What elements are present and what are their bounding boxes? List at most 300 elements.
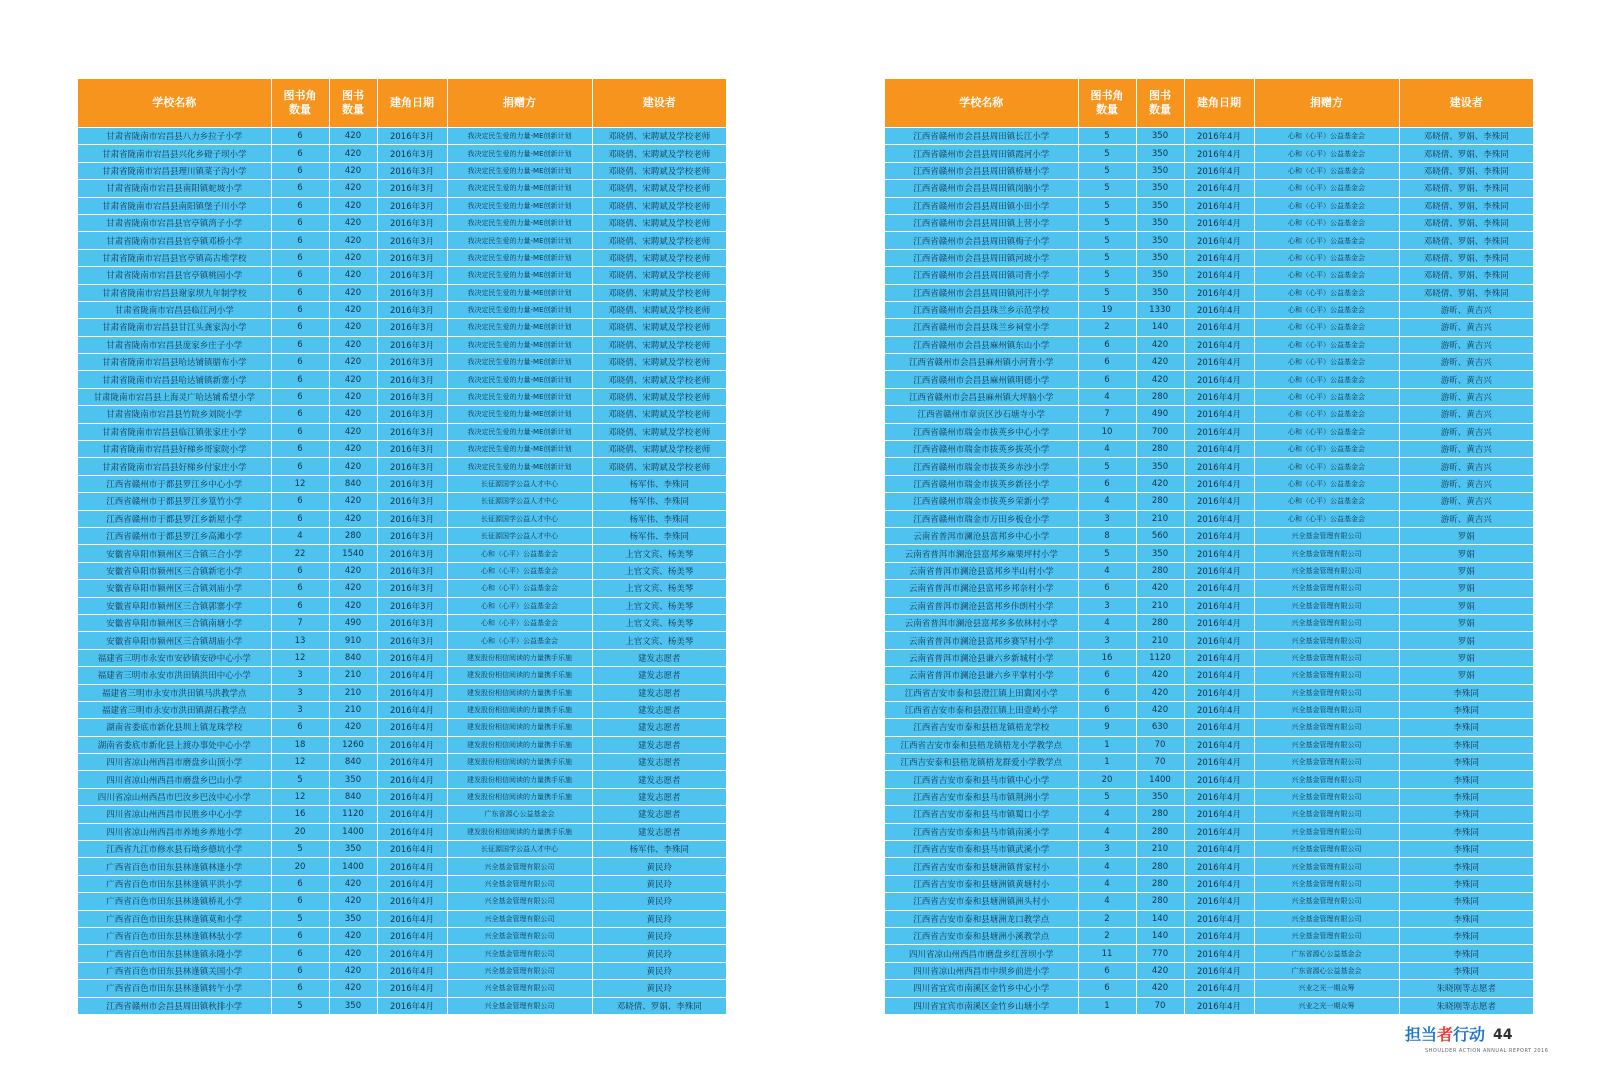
cell-corner-count: 6 <box>271 423 329 440</box>
cell-school-name: 江西省赣州市会昌县麻州镇东山小学 <box>885 336 1078 353</box>
cell-donor: 心和（心平）公益基金会 <box>447 614 592 631</box>
cell-book-count: 420 <box>1136 684 1184 701</box>
cell-corner-count: 5 <box>1078 128 1136 145</box>
cell-build-date: 2016年3月 <box>377 597 447 614</box>
cell-builder: 邓晓倩、罗娟、李殊同 <box>1399 249 1533 266</box>
logo-text-2: 者 <box>1437 1025 1454 1044</box>
cell-book-count: 140 <box>1136 319 1184 336</box>
cell-corner-count: 3 <box>271 684 329 701</box>
cell-build-date: 2016年4月 <box>377 875 447 892</box>
cell-build-date: 2016年4月 <box>377 893 447 910</box>
cell-corner-count: 5 <box>1078 162 1136 179</box>
cell-corner-count: 20 <box>1078 771 1136 788</box>
table-row <box>885 493 1533 510</box>
cell-school-name: 江西省吉安市泰和县马市镇武溪小学 <box>885 841 1078 858</box>
cell-book-count: 420 <box>329 197 377 214</box>
cell-corner-count: 6 <box>271 893 329 910</box>
cell-donor: 心和（心平）公益基金会 <box>447 597 592 614</box>
cell-build-date: 2016年4月 <box>1184 267 1254 284</box>
cell-builder: 邓晓倩、宋聘斌及学校老师 <box>592 354 726 371</box>
cell-corner-count: 6 <box>271 927 329 944</box>
cell-school-name: 江西省赣州市瑞金市拔英乡拔英小学 <box>885 441 1078 458</box>
cell-builder: 游昕、黄吉兴 <box>1399 441 1533 458</box>
cell-builder: 建发志愿者 <box>592 736 726 753</box>
cell-donor: 兴全基金管理有限公司 <box>447 962 592 979</box>
table-row <box>78 319 726 336</box>
cell-book-count: 840 <box>329 754 377 771</box>
table-row <box>885 823 1533 840</box>
cell-book-count: 420 <box>329 249 377 266</box>
cell-corner-count: 5 <box>1078 458 1136 475</box>
table-row <box>78 354 726 371</box>
cell-donor: 兴全基金管理有限公司 <box>1254 841 1399 858</box>
cell-book-count: 420 <box>329 267 377 284</box>
cell-book-count: 420 <box>329 284 377 301</box>
cell-school-name: 福建省三明市永安市洪田镇湖石教学点 <box>78 701 271 718</box>
cell-builder: 上官文宾、杨美琴 <box>592 597 726 614</box>
cell-build-date: 2016年3月 <box>377 319 447 336</box>
cell-book-count: 210 <box>329 701 377 718</box>
cell-build-date: 2016年4月 <box>1184 388 1254 405</box>
cell-book-count: 420 <box>329 875 377 892</box>
cell-book-count: 1120 <box>329 806 377 823</box>
cell-donor: 心和（心平）公益基金会 <box>1254 319 1399 336</box>
cell-builder: 杨军伟、李殊同 <box>592 527 726 544</box>
table-right-header <box>885 79 1533 128</box>
cell-school-name: 甘肃省陇南市宕昌县官亭镇高古堆学校 <box>78 249 271 266</box>
table-row <box>885 736 1533 753</box>
table-row <box>78 858 726 875</box>
cell-school-name: 广西省百色市田东县林逢镇转午小学 <box>78 980 271 997</box>
table-row <box>78 841 726 858</box>
cell-school-name: 福建省三明市永安市洪田镇洪田中心小学 <box>78 667 271 684</box>
cell-book-count: 350 <box>1136 284 1184 301</box>
cell-build-date: 2016年4月 <box>1184 736 1254 753</box>
cell-builder: 邓晓倩、罗娟、李殊同 <box>1399 267 1533 284</box>
cell-school-name: 广西省百色市田东县林逢镇桥礼小学 <box>78 893 271 910</box>
cell-donor: 建发股份相信阅读的力量携手乐施 <box>447 649 592 666</box>
cell-school-name: 甘肃省陇南市宕昌县甘江头龚家沟小学 <box>78 319 271 336</box>
cell-build-date: 2016年3月 <box>377 475 447 492</box>
table-row <box>78 788 726 805</box>
cell-donor: 心和（心平）公益基金会 <box>1254 145 1399 162</box>
cell-corner-count: 6 <box>1078 475 1136 492</box>
cell-donor: 我决定民生爱的力量-ME创新计划 <box>447 423 592 440</box>
table-left <box>78 79 726 1014</box>
cell-builder: 游昕、黄吉兴 <box>1399 458 1533 475</box>
cell-corner-count: 3 <box>271 701 329 718</box>
cell-builder: 建发志愿者 <box>592 806 726 823</box>
cell-build-date: 2016年3月 <box>377 388 447 405</box>
cell-book-count: 210 <box>1136 597 1184 614</box>
cell-corner-count: 6 <box>1078 980 1136 997</box>
cell-school-name: 甘肃省陇南市宕昌县哈达铺镇新寨小学 <box>78 371 271 388</box>
cell-build-date: 2016年4月 <box>377 841 447 858</box>
cell-book-count: 210 <box>1136 632 1184 649</box>
cell-build-date: 2016年3月 <box>377 493 447 510</box>
cell-donor: 我决定民生爱的力量-ME创新计划 <box>447 249 592 266</box>
cell-corner-count: 4 <box>1078 875 1136 892</box>
table-row <box>78 441 726 458</box>
cell-donor: 兴全基金管理有限公司 <box>1254 632 1399 649</box>
cell-build-date: 2016年4月 <box>377 736 447 753</box>
cell-builder: 朱晓刚等志愿者 <box>1399 980 1533 997</box>
cell-corner-count: 6 <box>1078 354 1136 371</box>
cell-corner-count: 1 <box>1078 997 1136 1014</box>
cell-school-name: 甘肃省陇南市宕昌县官亭镇桃园小学 <box>78 267 271 284</box>
cell-school-name: 江西省吉安市泰和县塘洲镇黄塘村小 <box>885 875 1078 892</box>
cell-book-count: 910 <box>329 632 377 649</box>
cell-corner-count: 6 <box>1078 371 1136 388</box>
cell-corner-count: 12 <box>271 788 329 805</box>
header-corner-count: 图书角 数量 <box>1078 79 1136 128</box>
cell-donor: 长征源国学公益人才中心 <box>447 527 592 544</box>
cell-donor: 我决定民生爱的力量-ME创新计划 <box>447 458 592 475</box>
cell-book-count: 1540 <box>329 545 377 562</box>
cell-school-name: 江西省赣州市于都县罗江乡中心小学 <box>78 475 271 492</box>
cell-school-name: 江西省吉安市泰和县塘洲小溪教学点 <box>885 927 1078 944</box>
table-row <box>885 580 1533 597</box>
cell-build-date: 2016年4月 <box>1184 527 1254 544</box>
cell-builder: 邓晓倩、宋聘斌及学校老师 <box>592 458 726 475</box>
cell-builder: 上官文宾、杨美琴 <box>592 614 726 631</box>
cell-corner-count: 6 <box>271 162 329 179</box>
cell-build-date: 2016年3月 <box>377 614 447 631</box>
cell-corner-count: 9 <box>1078 719 1136 736</box>
cell-school-name: 江西省吉安市泰和县梧龙镇梧龙小学教学点 <box>885 736 1078 753</box>
cell-school-name: 云南省普洱市澜沧县富邦乡佧朗村小学 <box>885 597 1078 614</box>
cell-build-date: 2016年3月 <box>377 162 447 179</box>
cell-corner-count: 6 <box>271 249 329 266</box>
cell-school-name: 江西省赣州市于都县罗江乡新屋小学 <box>78 510 271 527</box>
cell-corner-count: 6 <box>1078 684 1136 701</box>
cell-donor: 兴全基金管理有限公司 <box>1254 545 1399 562</box>
cell-corner-count: 4 <box>1078 806 1136 823</box>
cell-build-date: 2016年4月 <box>377 858 447 875</box>
cell-builder: 建发志愿者 <box>592 754 726 771</box>
table-row <box>78 458 726 475</box>
cell-builder: 游昕、黄吉兴 <box>1399 336 1533 353</box>
cell-donor: 心和（心平）公益基金会 <box>1254 510 1399 527</box>
cell-school-name: 安徽省阜阳市颍州区三合镇郭寨小学 <box>78 597 271 614</box>
cell-builder: 邓晓倩、宋聘斌及学校老师 <box>592 406 726 423</box>
cell-donor: 广东省源心公益基金会 <box>1254 962 1399 979</box>
cell-school-name: 甘肃省陇南市宕昌县官亭镇邓桥小学 <box>78 232 271 249</box>
cell-builder: 杨军伟、李殊同 <box>592 841 726 858</box>
cell-build-date: 2016年4月 <box>377 823 447 840</box>
cell-donor: 兴全基金管理有限公司 <box>1254 562 1399 579</box>
table-row <box>78 597 726 614</box>
cell-book-count: 280 <box>1136 441 1184 458</box>
cell-build-date: 2016年4月 <box>377 771 447 788</box>
cell-corner-count: 16 <box>1078 649 1136 666</box>
table-row <box>885 267 1533 284</box>
cell-donor: 兴全基金管理有限公司 <box>1254 893 1399 910</box>
cell-book-count: 1260 <box>329 736 377 753</box>
cell-school-name: 甘肃省陇南市宕昌县临江河小学 <box>78 301 271 318</box>
cell-donor: 我决定民生爱的力量-ME创新计划 <box>447 406 592 423</box>
cell-builder: 建发志愿者 <box>592 684 726 701</box>
cell-build-date: 2016年4月 <box>1184 962 1254 979</box>
table-row <box>78 510 726 527</box>
table-row <box>885 301 1533 318</box>
cell-corner-count: 6 <box>1078 667 1136 684</box>
table-row <box>885 667 1533 684</box>
cell-builder: 邓晓倩、宋聘斌及学校老师 <box>592 267 726 284</box>
cell-school-name: 四川省凉山州西昌市磨盘乡山顶小学 <box>78 754 271 771</box>
cell-school-name: 江西省吉安市泰和县马市镇蜀口小学 <box>885 806 1078 823</box>
cell-builder: 黄民玲 <box>592 927 726 944</box>
cell-donor: 兴全基金管理有限公司 <box>447 927 592 944</box>
cell-donor: 我决定民生爱的力量-ME创新计划 <box>447 441 592 458</box>
table-row <box>885 388 1533 405</box>
table-left-header <box>78 79 726 128</box>
cell-donor: 长征源国学公益人才中心 <box>447 475 592 492</box>
table-row <box>78 214 726 231</box>
cell-builder: 李殊同 <box>1399 684 1533 701</box>
table-row <box>78 719 726 736</box>
cell-book-count: 420 <box>329 354 377 371</box>
cell-corner-count: 4 <box>1078 441 1136 458</box>
cell-school-name: 江西省赣州市于都县罗江乡篁竹小学 <box>78 493 271 510</box>
cell-book-count: 1400 <box>329 858 377 875</box>
cell-corner-count: 5 <box>271 997 329 1014</box>
cell-builder: 罗娟 <box>1399 614 1533 631</box>
cell-school-name: 湖南省娄底市新化县圳上镇龙珠学校 <box>78 719 271 736</box>
cell-corner-count: 4 <box>1078 893 1136 910</box>
cell-school-name: 云南省普洱市澜沧县富邦乡邦奈村小学 <box>885 580 1078 597</box>
cell-school-name: 江西省吉安市泰和县塘洲镇普家村小 <box>885 858 1078 875</box>
cell-book-count: 490 <box>329 614 377 631</box>
cell-donor: 心和（心平）公益基金会 <box>447 580 592 597</box>
table-row <box>78 580 726 597</box>
cell-school-name: 甘肃省陇南市宕昌县官亭镇湾子小学 <box>78 214 271 231</box>
cell-corner-count: 6 <box>1078 701 1136 718</box>
cell-build-date: 2016年3月 <box>377 371 447 388</box>
table-row <box>78 893 726 910</box>
cell-book-count: 1120 <box>1136 649 1184 666</box>
cell-book-count: 420 <box>329 232 377 249</box>
table-row <box>885 214 1533 231</box>
cell-book-count: 420 <box>329 945 377 962</box>
cell-book-count: 140 <box>1136 910 1184 927</box>
cell-builder: 邓晓倩、宋聘斌及学校老师 <box>592 441 726 458</box>
header-builder: 建设者 <box>1399 79 1533 128</box>
cell-school-name: 江西省赣州市会昌县周田镇岗脑小学 <box>885 180 1078 197</box>
cell-builder: 罗娟 <box>1399 649 1533 666</box>
cell-book-count: 350 <box>1136 249 1184 266</box>
cell-donor: 心和（心平）公益基金会 <box>1254 267 1399 284</box>
cell-corner-count: 6 <box>271 510 329 527</box>
cell-school-name: 甘肃省陇南市宕昌县庞家乡庄子小学 <box>78 336 271 353</box>
cell-builder: 罗娟 <box>1399 562 1533 579</box>
cell-build-date: 2016年4月 <box>1184 458 1254 475</box>
logo-text-1: 担当 <box>1405 1025 1438 1044</box>
cell-corner-count: 6 <box>271 458 329 475</box>
header-build-date: 建角日期 <box>1184 79 1254 128</box>
cell-corner-count: 7 <box>1078 406 1136 423</box>
page-number: 44 <box>1493 1027 1513 1043</box>
header-donor: 捐赠方 <box>447 79 592 128</box>
cell-donor: 兴全基金管理有限公司 <box>447 997 592 1014</box>
cell-builder: 游昕、黄吉兴 <box>1399 319 1533 336</box>
cell-builder: 黄民玲 <box>592 875 726 892</box>
header-school-name: 学校名称 <box>885 79 1078 128</box>
cell-school-name: 甘肃省陇南市宕昌县好梯乡哥家院小学 <box>78 441 271 458</box>
cell-book-count: 350 <box>1136 162 1184 179</box>
cell-corner-count: 4 <box>1078 388 1136 405</box>
cell-book-count: 420 <box>329 406 377 423</box>
table-row <box>885 893 1533 910</box>
cell-corner-count: 5 <box>1078 180 1136 197</box>
cell-build-date: 2016年4月 <box>1184 475 1254 492</box>
cell-builder: 建发志愿者 <box>592 771 726 788</box>
cell-donor: 兴全基金管理有限公司 <box>447 910 592 927</box>
table-row <box>78 806 726 823</box>
cell-donor: 兴全基金管理有限公司 <box>1254 701 1399 718</box>
cell-book-count: 770 <box>1136 945 1184 962</box>
cell-book-count: 420 <box>329 580 377 597</box>
cell-school-name: 甘肃省陇南市宕昌县竹院乡刘院小学 <box>78 406 271 423</box>
cell-builder: 邓晓倩、罗娟、李殊同 <box>1399 214 1533 231</box>
cell-donor: 心和（心平）公益基金会 <box>1254 423 1399 440</box>
cell-corner-count: 19 <box>1078 301 1136 318</box>
cell-book-count: 1400 <box>329 823 377 840</box>
cell-build-date: 2016年4月 <box>1184 719 1254 736</box>
cell-builder: 李殊同 <box>1399 858 1533 875</box>
table-row <box>78 632 726 649</box>
cell-school-name: 江西省吉安市泰和县马市镇中心小学 <box>885 771 1078 788</box>
cell-corner-count: 5 <box>1078 232 1136 249</box>
cell-builder: 李殊同 <box>1399 945 1533 962</box>
cell-school-name: 安徽省阜阳市颍州区三合镇新宅小学 <box>78 562 271 579</box>
cell-build-date: 2016年4月 <box>377 719 447 736</box>
cell-corner-count: 6 <box>271 145 329 162</box>
cell-book-count: 350 <box>1136 128 1184 145</box>
cell-school-name: 四川省凉山州西昌市磨盘乡巴山小学 <box>78 771 271 788</box>
cell-build-date: 2016年3月 <box>377 249 447 266</box>
cell-donor: 兴全基金管理有限公司 <box>1254 823 1399 840</box>
cell-school-name: 江西吉安泰和县梧龙镇梧龙群爱小学教学点 <box>885 754 1078 771</box>
table-row <box>885 910 1533 927</box>
cell-builder: 游昕、黄吉兴 <box>1399 423 1533 440</box>
cell-school-name: 江西省赣州市会昌县周田镇小田小学 <box>885 197 1078 214</box>
cell-school-name: 江西省赣州市会昌县周田镇桥塘小学 <box>885 162 1078 179</box>
cell-corner-count: 4 <box>1078 493 1136 510</box>
table-row <box>78 145 726 162</box>
cell-donor: 我决定民生爱的力量-ME创新计划 <box>447 336 592 353</box>
cell-builder: 邓晓倩、罗娟、李殊同 <box>592 997 726 1014</box>
shoulder-action-logo <box>1405 1026 1485 1044</box>
cell-corner-count: 6 <box>271 301 329 318</box>
table-row <box>78 980 726 997</box>
cell-corner-count: 4 <box>1078 614 1136 631</box>
cell-school-name: 安徽省阜阳市颍州区三合镇胡庙小学 <box>78 632 271 649</box>
cell-build-date: 2016年4月 <box>1184 632 1254 649</box>
cell-build-date: 2016年4月 <box>1184 545 1254 562</box>
table-row <box>885 771 1533 788</box>
cell-donor: 兴全基金管理有限公司 <box>1254 667 1399 684</box>
cell-builder: 建发志愿者 <box>592 701 726 718</box>
table-row <box>78 875 726 892</box>
cell-builder: 李殊同 <box>1399 701 1533 718</box>
cell-donor: 长征源国学公益人才中心 <box>447 841 592 858</box>
cell-book-count: 350 <box>329 997 377 1014</box>
cell-corner-count: 6 <box>271 406 329 423</box>
cell-corner-count: 7 <box>271 614 329 631</box>
cell-corner-count: 22 <box>271 545 329 562</box>
cell-book-count: 420 <box>329 128 377 145</box>
table-row <box>78 527 726 544</box>
cell-school-name: 安徽省阜阳市颍州区三合镇南塘小学 <box>78 614 271 631</box>
cell-book-count: 280 <box>1136 388 1184 405</box>
cell-donor: 心和（心平）公益基金会 <box>1254 371 1399 388</box>
cell-school-name: 江西省吉安市泰和县梧龙镇梧龙学校 <box>885 719 1078 736</box>
cell-build-date: 2016年4月 <box>377 962 447 979</box>
table-row <box>885 597 1533 614</box>
cell-corner-count: 12 <box>271 649 329 666</box>
cell-build-date: 2016年3月 <box>377 423 447 440</box>
cell-donor: 心和（心平）公益基金会 <box>447 562 592 579</box>
cell-corner-count: 4 <box>1078 562 1136 579</box>
table-row <box>885 475 1533 492</box>
cell-build-date: 2016年4月 <box>377 684 447 701</box>
cell-build-date: 2016年4月 <box>377 910 447 927</box>
cell-build-date: 2016年4月 <box>1184 232 1254 249</box>
cell-corner-count: 6 <box>1078 336 1136 353</box>
cell-build-date: 2016年4月 <box>1184 145 1254 162</box>
cell-donor: 兴全基金管理有限公司 <box>1254 788 1399 805</box>
cell-builder: 邓晓倩、宋聘斌及学校老师 <box>592 162 726 179</box>
cell-book-count: 1400 <box>1136 771 1184 788</box>
cell-builder: 罗娟 <box>1399 667 1533 684</box>
cell-book-count: 420 <box>1136 701 1184 718</box>
cell-builder: 上官文宾、杨美琴 <box>592 545 726 562</box>
cell-donor: 兴全基金管理有限公司 <box>447 875 592 892</box>
cell-build-date: 2016年4月 <box>1184 875 1254 892</box>
cell-build-date: 2016年4月 <box>377 927 447 944</box>
cell-build-date: 2016年4月 <box>1184 649 1254 666</box>
cell-build-date: 2016年4月 <box>1184 284 1254 301</box>
cell-book-count: 280 <box>1136 562 1184 579</box>
cell-corner-count: 5 <box>1078 545 1136 562</box>
table-row <box>78 493 726 510</box>
cell-corner-count: 5 <box>1078 145 1136 162</box>
cell-builder: 黄民玲 <box>592 945 726 962</box>
header-donor: 捐赠方 <box>1254 79 1399 128</box>
cell-build-date: 2016年4月 <box>1184 806 1254 823</box>
cell-donor: 兴全基金管理有限公司 <box>1254 806 1399 823</box>
cell-book-count: 420 <box>329 336 377 353</box>
cell-donor: 建发股份相信阅读的力量携手乐施 <box>447 823 592 840</box>
cell-donor: 兴全基金管理有限公司 <box>1254 597 1399 614</box>
cell-school-name: 江西省赣州市会昌县周田镇霞河小学 <box>885 145 1078 162</box>
cell-builder: 邓晓倩、罗娟、李殊同 <box>1399 162 1533 179</box>
cell-build-date: 2016年4月 <box>1184 788 1254 805</box>
cell-corner-count: 18 <box>271 736 329 753</box>
logo-text-3: 行动 <box>1453 1025 1486 1044</box>
cell-school-name: 江西省吉安市泰和县澄江镇上田冀冈小学 <box>885 684 1078 701</box>
cell-builder: 黄民玲 <box>592 858 726 875</box>
cell-corner-count: 3 <box>1078 632 1136 649</box>
cell-build-date: 2016年3月 <box>377 145 447 162</box>
table-row <box>885 997 1533 1014</box>
cell-donor: 我决定民生爱的力量-ME创新计划 <box>447 319 592 336</box>
cell-corner-count: 5 <box>271 841 329 858</box>
cell-builder: 杨军伟、李殊同 <box>592 493 726 510</box>
cell-donor: 兴全基金管理有限公司 <box>1254 910 1399 927</box>
cell-school-name: 江西省九江市修水县石坳乡德坑小学 <box>78 841 271 858</box>
